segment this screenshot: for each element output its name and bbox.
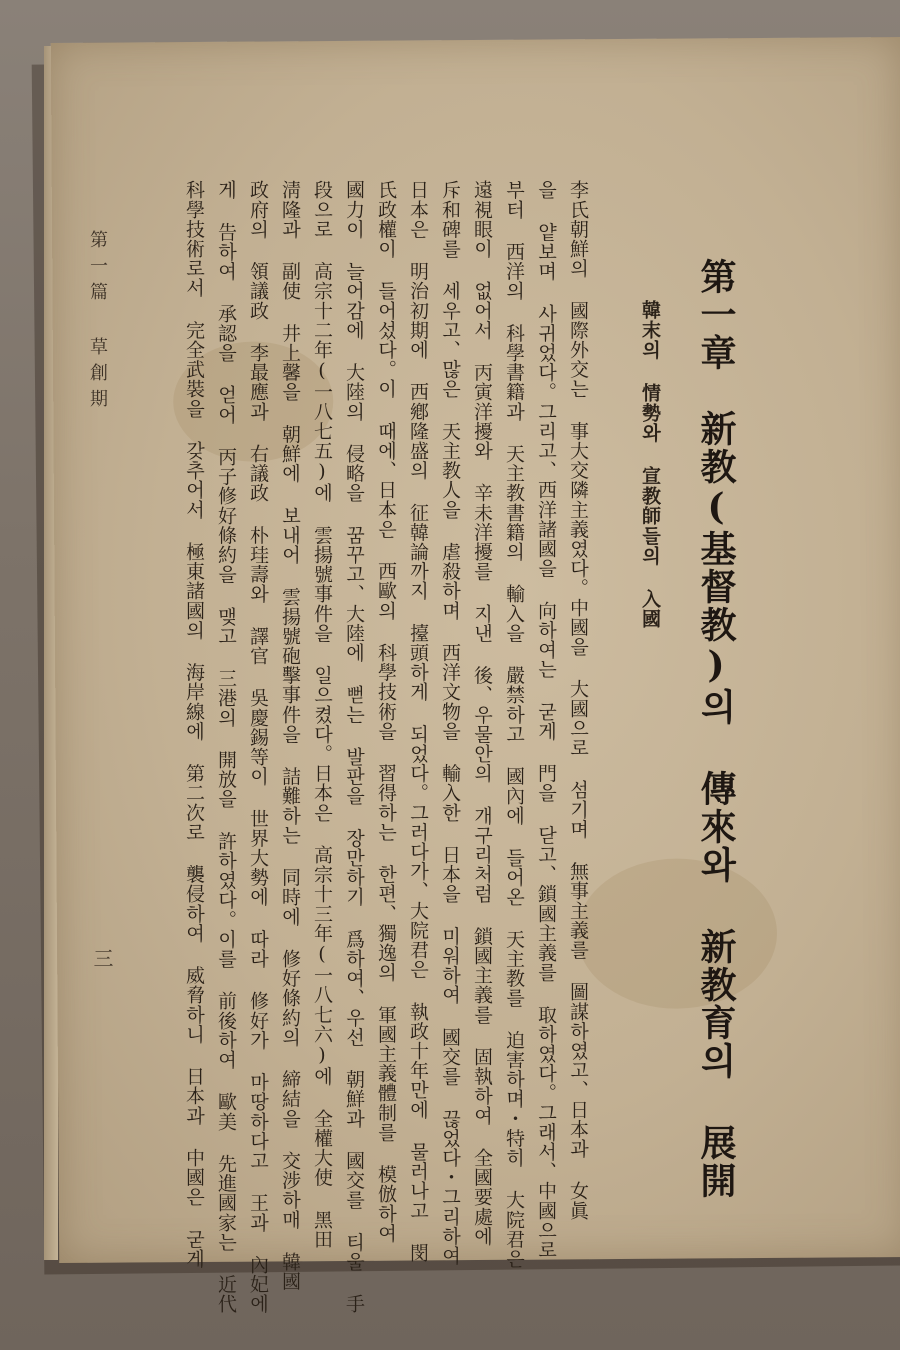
text-column: 日本은 明治初期에 西鄕隆盛의 征韓論까지 擡頭하게 되었다。그러다가、大院君은 執政十年만에 물러나고 閔 [407,180,429,1263]
text-column: 을 얕보며 사귀었다。그리고、西洋諸國을 向하여는 굳게 門을 닫고、鎖國主義를 取하였다。그래서、中國으로 [535,180,557,1260]
text-column: 遠視眼이 없어서 丙寅洋擾와 辛未洋擾를 지낸 後、우물안의 개구리처럼 鎖國主義를 固執하여 全國要處에 [471,180,493,1246]
text-column: 政府의 領議政 李最應과 右議政 朴珪壽와 譯官 吳慶錫等이 世界大勢에 따라 修好가 마땅하다고 王과 內妃에 [247,180,269,1314]
text-column: 氏政權이 들어섰다。이 때에、日本은 西歐의 科學技術을 習得하는 한편、獨逸의 軍國主義體制를 模倣하여 [375,180,397,1243]
text-column: 科學技術로서 完全武裝을 갖추어서 極東諸國의 海岸線에 第二次로 襲侵하여 威脅하니 日本과 中國은 굳게 [183,180,205,1269]
text-column: 게 告하여 承認을 얻어 丙子修好條約을 맺고 三港의 開放을 許하였다。이를 前後하여 歐美 先進國家는 近代 [215,180,237,1314]
text-column: 段으로 高宗十二年(一八七五)에 雲揚號事件을 일으켰다。日本은 高宗十三年(一八七六)에 全權大使 黑田 [311,180,333,1249]
text-column: 부터 西洋의 科學書籍과 天主教書籍의 輸入을 嚴禁하고 國內에 들어온 天主教를 迫害하며・特히 大院君은 [503,180,525,1269]
chapter-title: 第一章 新教(基督教)의 傳來와 新教育의 展開 [695,258,737,1200]
paper-stain [576,858,777,1009]
text-column: 國力이 늘어감에 大陸의 侵略을 꿈꾸고、大陸에 뻗는 발판을 장만하기 爲하여、우선 朝鮮과 國交를 티울 手 [343,180,365,1314]
section-title: 韓末의 情勢와 宣教師들의 入國 [639,300,661,629]
text-column: 李氏朝鮮의 國際外交는 事大交隣主義였다。中國을 大國으로 섬기며 無事主義를 圖謀하였고、日本과 女眞 [567,180,589,1221]
page-number: 三 [90,948,114,968]
running-head: 第一篇 草創期 [87,230,108,415]
text-column: 斥和碑를 세우고、많은 天主教人을 虐殺하며 西洋文物을 輸入한 日本을 미워하여 國交를 끊었다・그리하여 [439,180,461,1266]
text-column: 淸隆과 副使 井上馨을 朝鮮에 보내어 雲揚號砲擊事件을 詰難하는 同時에 修好條約의 締結을 交涉하매 韓國 [279,180,301,1291]
